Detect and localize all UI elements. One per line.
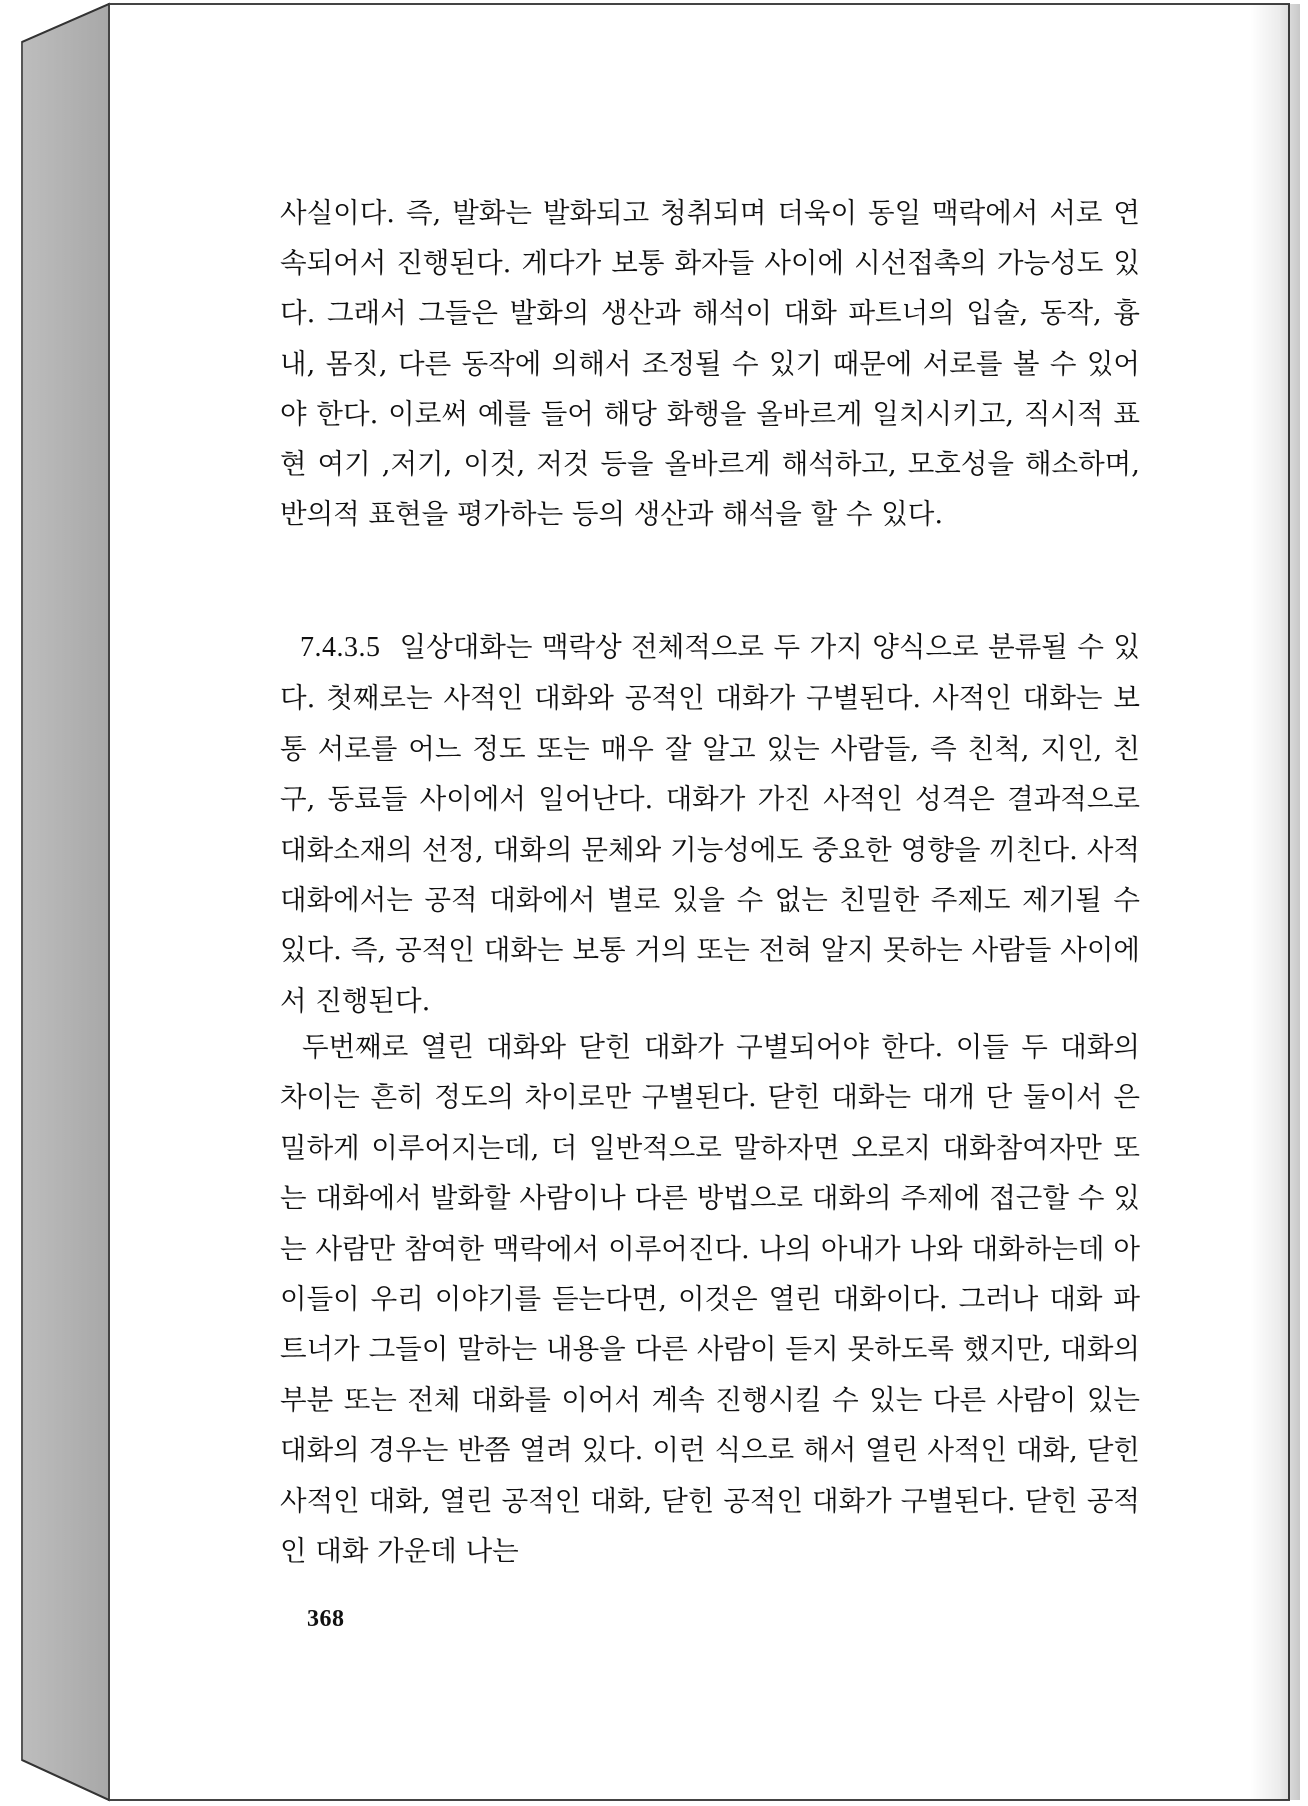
book-spine <box>22 4 109 1800</box>
paragraph-text <box>280 622 1140 1026</box>
page-number: 368 <box>307 1606 345 1632</box>
paragraph-body: 일상대화는 맥락상 전체적으로 두 가지 양식으로 분류될 수 있다. 첫째로는 사적인 대화와 공적인 대화가 구별된다. 사적인 대화는 보통 서로를 어느 정도 또는 매우 잘 알고 있는 사람들, 즉 친척, 지인, 친구, 동료들 사이에서 일어난다. 대화가 가진 사적인 성격은 결과적으로 대화소재의 선정, 대화의 문체와 기능성에도 중요한 영향을 끼친다. 사적 대화에서는 공적 대화에서 별로 있을 수 없는 친밀한 주제도 제기될 수 있다. 즉, 공적인 대화는 보통 거의 또는 전혀 알지 못하는 사람들 사이에서 진행된다. <box>280 631 1140 1017</box>
body-paragraph-1 <box>280 188 1140 539</box>
paragraph-text <box>280 1022 1140 1576</box>
body-paragraph-3 <box>280 1022 1140 1576</box>
section-number: 7.4.3.5 <box>300 632 381 663</box>
paragraph-body: 두번째로 열린 대화와 닫힌 대화가 구별되어야 한다. 이들 두 대화의 차이는 흔히 정도의 차이로만 구별된다. 닫힌 대화는 대개 단 둘이서 은밀하게 이루어지는데, 더 일반적으로 말하자면 오로지 대화참여자만 또는 대화에서 발화할 사람이나 다른 방법으로 대화의 주제에 접근할 수 있는 사람만 참여한 맥락에서 이루어진다. 나의 아내가 나와 대화하는데 아이들이 우리 이야기를 듣는다면, 이것은 열린 대화이다. 그러나 대화 파트너가 그들이 말하는 내용을 다른 사람이 듣지 못하도록 했지만, 대화의 부분 또는 전체 대화를 이어서 계속 진행시킬 수 있는 다른 사람이 있는 대화의 경우는 반쯤 열려 있다. 이런 식으로 해서 열린 사적인 대화, 닫힌 사적인 대화, 열린 공적인 대화, 닫힌 공적인 대화가 구별된다. 닫힌 공적인 대화 가운데 나는 <box>280 1031 1140 1568</box>
body-paragraph-2 <box>280 622 1140 1026</box>
paragraph-text: 사실이다. 즉, 발화는 발화되고 청취되며 더욱이 동일 맥락에서 서로 연속되어서 진행된다. 게다가 보통 화자들 사이에 시선접촉의 가능성도 있다. 그래서 그들은 발화의 생산과 해석이 대화 파트너의 입술, 동작, 흉내, 몸짓, 다른 동작에 의해서 조정될 수 있기 때문에 서로를 볼 수 있어야 한다. 이로써 예를 들어 해당 화행을 올바르게 일치시키고, 직시적 표현 여기 ,저기, 이것, 저것 등을 올바르게 해석하고, 모호성을 해소하며, 반의적 표현을 평가하는 등의 생산과 해석을 할 수 있다. <box>280 197 1140 531</box>
